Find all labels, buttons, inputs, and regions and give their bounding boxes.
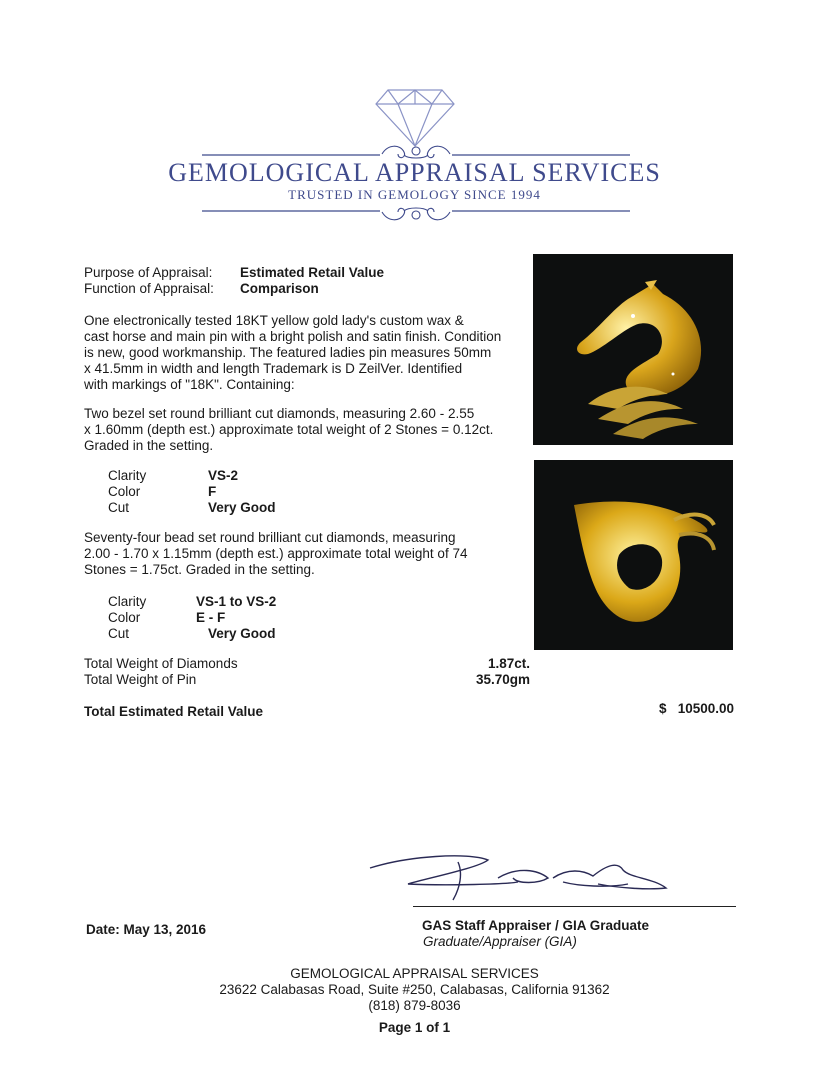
- stone-description-line: Stones = 1.75ct. Graded in the setting.: [84, 562, 315, 577]
- total-diamonds-label: Total Weight of Diamonds: [84, 656, 238, 671]
- grade-value: VS-2: [208, 468, 239, 483]
- horse-pin-front-image: [533, 254, 733, 445]
- appraisal-date: Date: May 13, 2016: [86, 922, 207, 937]
- product-photo-back: [534, 460, 733, 650]
- description-line: One electronically tested 18KT yellow gold lady's custom wax &: [84, 313, 464, 328]
- stone-group-2-description: [84, 530, 514, 578]
- grade-label: Color: [108, 484, 141, 499]
- purpose-label: Purpose of Appraisal:: [84, 265, 213, 280]
- total-diamonds-value: 1.87ct.: [487, 656, 530, 671]
- stone-group-1-description: [84, 406, 514, 454]
- footer-phone: (818) 879-8036: [368, 998, 461, 1013]
- footer-address: 23622 Calabasas Road, Suite #250, Calabasas, California 91362: [219, 982, 610, 997]
- description-line: x 41.5mm in width and length Trademark is D ZeilVer. Identified: [84, 361, 463, 376]
- retail-currency: $: [659, 701, 667, 716]
- stone-description-line: x 1.60mm (depth est.) approximate total weight of 2 Stones = 0.12ct.: [84, 422, 494, 437]
- grade-value: Very Good: [208, 500, 276, 515]
- stone-description-line: Seventy-four bead set round brilliant cut diamonds, measuring: [84, 530, 456, 545]
- grade-label: Clarity: [108, 594, 147, 609]
- retail-value-amount: 10500.00: [677, 701, 734, 716]
- grade-value: VS-1 to VS-2: [196, 594, 277, 609]
- grade-value: E - F: [196, 610, 226, 625]
- company-logo-tagline: TRUSTED IN GEMOLOGY SINCE 1994: [288, 187, 541, 202]
- stone-description-line: Two bezel set round brilliant cut diamonds, measuring 2.60 - 2.55: [84, 406, 475, 421]
- stone-description-line: Graded in the setting.: [84, 438, 214, 453]
- footer-company: GEMOLOGICAL APPRAISAL SERVICES: [290, 966, 539, 981]
- product-photo-front: [533, 254, 733, 445]
- signature-line: [413, 906, 736, 907]
- page-number: Page 1 of 1: [378, 1020, 451, 1035]
- stone-description-line: 2.00 - 1.70 x 1.15mm (depth est.) approximate total weight of 74: [84, 546, 468, 561]
- grade-value: F: [208, 484, 217, 499]
- purpose-value: Estimated Retail Value: [240, 265, 385, 280]
- diamond-logo-icon: [374, 88, 456, 148]
- appraiser-credential: Graduate/Appraiser (GIA): [423, 934, 577, 949]
- grade-label: Cut: [108, 626, 130, 641]
- retail-value-label: Total Estimated Retail Value: [84, 704, 264, 719]
- grade-value: Very Good: [208, 626, 276, 641]
- item-description: [84, 313, 514, 393]
- total-pin-value: 35.70gm: [475, 672, 530, 687]
- grade-label: Clarity: [108, 468, 147, 483]
- appraiser-title: GAS Staff Appraiser / GIA Graduate: [422, 918, 650, 933]
- company-logo-title: GEMOLOGICAL APPRAISAL SERVICES: [168, 158, 661, 187]
- description-line: cast horse and main pin with a bright polish and satin finish. Condition: [84, 329, 502, 344]
- appraiser-signature: [368, 848, 668, 908]
- function-label: Function of Appraisal:: [84, 281, 214, 296]
- horse-pin-back-image: [534, 460, 733, 650]
- total-pin-label: Total Weight of Pin: [84, 672, 197, 687]
- grade-label: Cut: [108, 500, 130, 515]
- description-line: is new, good workmanship. The featured ladies pin measures 50mm: [84, 345, 492, 360]
- description-line: with markings of "18K". Containing:: [84, 377, 295, 392]
- function-value: Comparison: [240, 281, 319, 296]
- grade-label: Color: [108, 610, 141, 625]
- bottom-ornament-divider: [202, 204, 630, 222]
